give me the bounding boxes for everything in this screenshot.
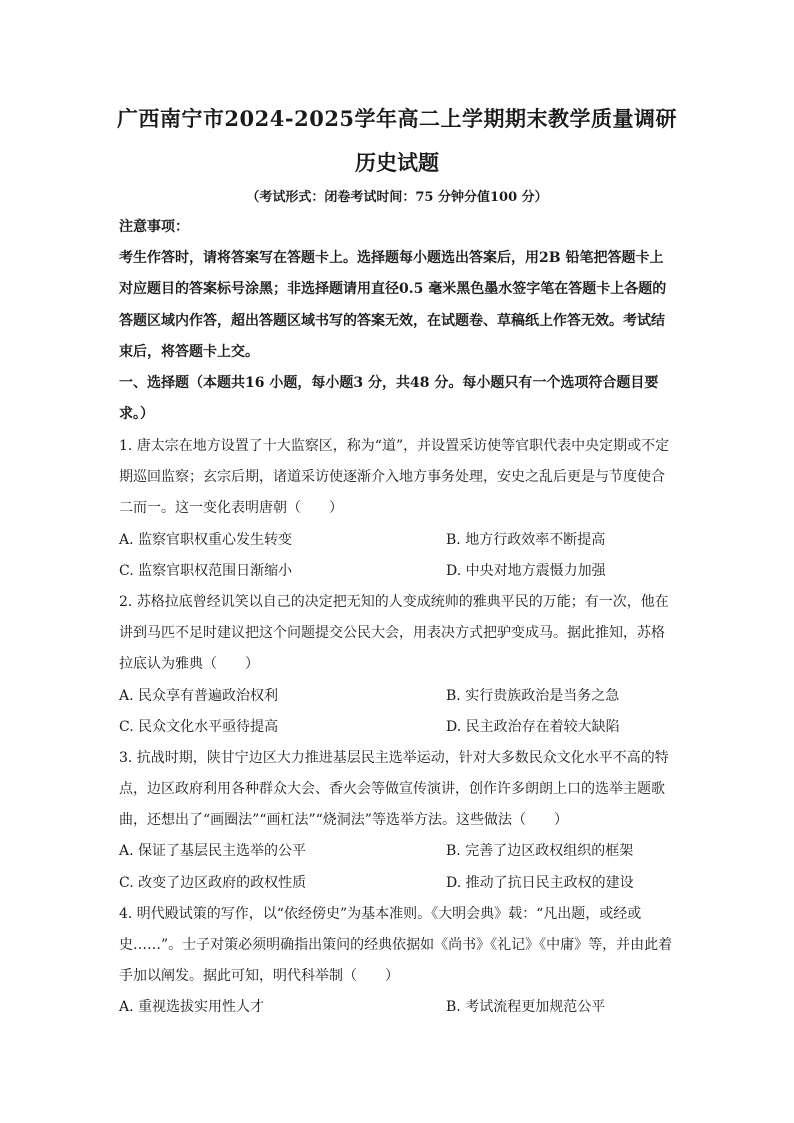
document-title: 广西南宁市2024-2025学年高二上学期期末教学质量调研 <box>116 106 678 131</box>
question-3 <box>119 743 675 899</box>
question-text: 手加以阐发。据此可知，明代科举制（ ） <box>119 968 399 985</box>
notice-section <box>119 212 675 430</box>
option-c: C. 监察官职权范围日渐缩小 <box>119 562 293 579</box>
document-subtitle: 历史试题 <box>355 150 439 175</box>
option-d: D. 民主政治存在着较大缺陷 <box>446 718 620 735</box>
option-row <box>119 712 675 743</box>
option-a: A. 重视选拔实用性人才 <box>119 999 265 1016</box>
option-b: B. 考试流程更加规范公平 <box>446 999 606 1016</box>
option-b: B. 地方行政效率不断提高 <box>446 531 606 548</box>
question-text: 4. 明代殿试策的写作，以“依经傍史”为基本准则。《大明会典》载：“凡出题，或经或 <box>119 905 642 922</box>
option-a: A. 民众享有普遍政治权利 <box>119 687 279 704</box>
question-text: 讲到马匹不足时建议把这个问题提交公民大会，用表决方式把驴变成马。据此推知，苏格 <box>119 625 665 642</box>
option-row <box>119 525 675 556</box>
question-text: 3. 抗战时期，陕甘宁边区大力推进基层民主选举运动，针对大多数民众文化水平不高的特 <box>119 749 669 766</box>
question-1 <box>119 431 675 587</box>
question-text: 拉底认为雅典（ ） <box>119 656 259 673</box>
question-text: 二而一。这一变化表明唐朝（ ） <box>119 500 343 517</box>
option-row <box>119 681 675 712</box>
option-b: B. 实行贵族政治是当务之急 <box>446 687 620 704</box>
option-row <box>119 836 675 867</box>
question-text: 史……”。士子对策必须明确指出策问的经典依据如《尚书》《礼记》《中庸》等，并由此着 <box>119 937 673 953</box>
notice-line: 对应题目的答案标号涂黑；非选择题请用直径0.5 毫米黑色墨水签字笔在答题卡上各题的 <box>119 281 667 298</box>
option-row <box>119 868 675 899</box>
option-row <box>119 992 675 1023</box>
section-heading: 求。） <box>119 406 154 423</box>
question-4 <box>119 899 675 1024</box>
option-a: A. 保证了基层民主选举的公平 <box>119 843 307 860</box>
option-c: C. 改变了边区政府的政权性质 <box>119 874 307 891</box>
exam-info: （考试形式：闭卷考试时间：75 分钟分值100 分） <box>246 190 548 205</box>
question-2 <box>119 587 675 743</box>
option-c: C. 民众文化水平亟待提高 <box>119 718 279 735</box>
notice-line: 考生作答时，请将答案写在答题卡上。选择题每小题选出答案后，用2B 铅笔把答题卡上 <box>119 250 664 267</box>
notice-line: 答题区域内作答，超出答题区域书写的答案无效，在试题卷、草稿纸上作答无效。考试结 <box>119 312 665 329</box>
question-text: 1. 唐太宗在地方设置了十大监察区，称为“道”，并设置采访使等官职代表中央定期或不定 <box>119 438 670 454</box>
notice-line: 束后，将答题卡上交。 <box>119 343 259 360</box>
question-text: 点，边区政府利用各种群众大会、香火会等做宣传演讲，创作许多朗朗上口的选举主题歌 <box>119 781 665 798</box>
question-text: 曲，还想出了“画圈法”“画杠法”“烧洞法”等选举方法。这些做法（ ） <box>119 812 568 829</box>
notice-heading: 注意事项： <box>119 219 189 235</box>
option-d: D. 中央对地方震慑力加强 <box>446 562 606 579</box>
question-text: 2. 苏格拉底曾经讥笑以自己的决定把无知的人变成统帅的雅典平民的万能；有一次，他在 <box>119 593 669 610</box>
option-b: B. 完善了边区政权组织的框架 <box>446 843 634 860</box>
questions-list <box>119 431 675 1024</box>
option-a: A. 监察官职权重心发生转变 <box>119 531 293 548</box>
option-d: D. 推动了抗日民主政权的建设 <box>446 874 634 891</box>
option-row <box>119 556 675 587</box>
question-text: 期巡回监察；玄宗后期，诸道采访使逐渐介入地方事务处理，安史之乱后更是与节度使合 <box>119 469 665 486</box>
section-heading: 一、选择题（本题共16 小题，每小题3 分，共48 分。每小题只有一个选项符合题目要 <box>119 374 659 391</box>
